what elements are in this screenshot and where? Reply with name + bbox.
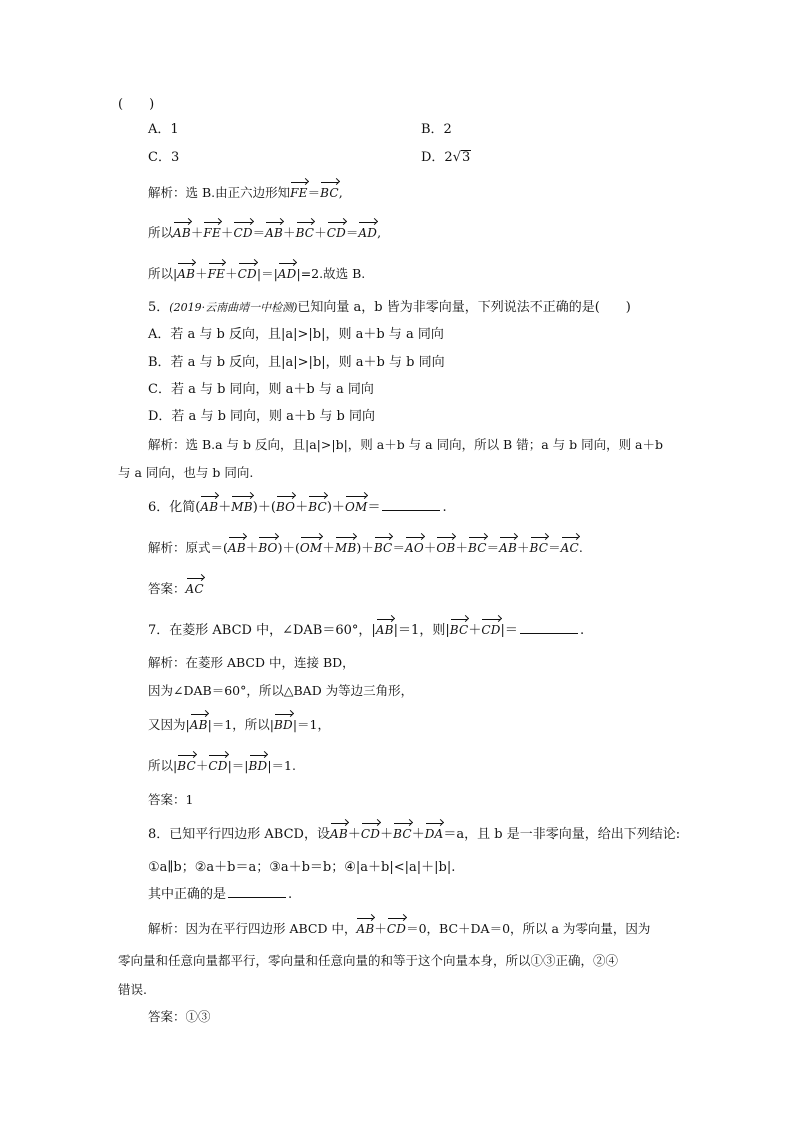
q5-option-a: A．若 a 与 b 反向，且|a|>|b|，则 a＋b 与 a 同向 bbox=[148, 327, 444, 342]
q4-solution-line2: 所以AB＋FE＋CD＝AB＋BC＋CD＝AD, bbox=[148, 225, 382, 240]
q8-answer-blank bbox=[228, 885, 286, 898]
q4-option-d: D．2√3 bbox=[421, 150, 471, 165]
q8-stem: 8．已知平行四边形 ABCD，设AB＋CD＋BC＋DA＝a，且 b 是一非零向量，给出下列结论: bbox=[148, 827, 681, 842]
q8-conclusions: ①a∥b；②a＋b＝a；③a＋b＝b；④|a＋b|<|a|＋|b|. bbox=[148, 860, 456, 875]
q6-answer: 答案：AC bbox=[148, 581, 204, 596]
q6-answer-blank bbox=[382, 498, 440, 511]
q7-solution-line3: 又因为|AB|＝1，所以|BD|＝1， bbox=[148, 717, 331, 732]
q5-solution-line1: 解析：选 B.a 与 b 反向，且|a|>|b|，则 a＋b 与 a 同向，所以 B 错；a 与 b 同向，则 a＋b bbox=[148, 437, 664, 452]
q7-solution-line2: 因为∠DAB＝60°，所以△BAD 为等边三角形， bbox=[148, 683, 414, 698]
q5-option-c: C．若 a 与 b 同向，则 a＋b 与 a 同向 bbox=[148, 382, 374, 397]
q8-solution-line3: 错误. bbox=[118, 982, 147, 997]
q7-answer-blank bbox=[520, 621, 578, 634]
q4-paren: ( ) bbox=[118, 97, 155, 112]
q8-solution-line1: 解析：因为在平行四边形 ABCD 中，AB＋CD＝0，BC＋DA＝0，所以 a 为零向量，因为 bbox=[148, 921, 651, 936]
q4-option-c: C．3 bbox=[148, 150, 180, 165]
q7-answer: 答案：1 bbox=[148, 792, 194, 807]
q6-stem: 6．化简(AB＋MB)＋(BO＋BC)＋OM＝ . bbox=[148, 500, 447, 515]
q7-stem: 7．在菱形 ABCD 中，∠DAB＝60°，|AB|＝1，则|BC＋CD|＝ . bbox=[148, 623, 585, 638]
q7-solution-line4: 所以|BC＋CD|＝|BD|＝1. bbox=[148, 758, 296, 773]
q5-solution-line2: 与 a 同向，也与 b 同向. bbox=[118, 465, 254, 480]
q5-option-b: B．若 a 与 b 反向，且|a|>|b|，则 a＋b 与 b 同向 bbox=[148, 355, 445, 370]
q5-stem: 5．(2019·云南曲靖一中检测)已知向量 a，b 皆为非零向量，下列说法不正确的是( ) bbox=[148, 300, 631, 315]
q8-answer: 答案：①③ bbox=[148, 1009, 211, 1024]
q7-solution-line1: 解析：在菱形 ABCD 中，连接 BD， bbox=[148, 655, 355, 670]
q6-solution: 解析：原式＝(AB＋BO)＋(OM＋MB)＋BC＝AO＋OB＋BC＝AB＋BC＝AC. bbox=[148, 540, 583, 555]
q5-option-d: D．若 a 与 b 同向，则 a＋b 与 b 同向 bbox=[148, 409, 375, 424]
q4-option-a: A．1 bbox=[148, 122, 179, 137]
q8-ask: 其中正确的是 . bbox=[148, 887, 293, 902]
q4-solution-line3: 所以|AB＋FE＋CD|＝|AD|=2.故选 B. bbox=[148, 266, 366, 281]
q4-solution-line1: 解析：选 B.由正六边形知FE＝BC, bbox=[148, 185, 343, 200]
q8-solution-line2: 零向量和任意向量都平行，零向量和任意向量的和等于这个向量本身，所以①③正确，②④ bbox=[118, 953, 619, 968]
q4-option-b: B．2 bbox=[421, 122, 452, 137]
